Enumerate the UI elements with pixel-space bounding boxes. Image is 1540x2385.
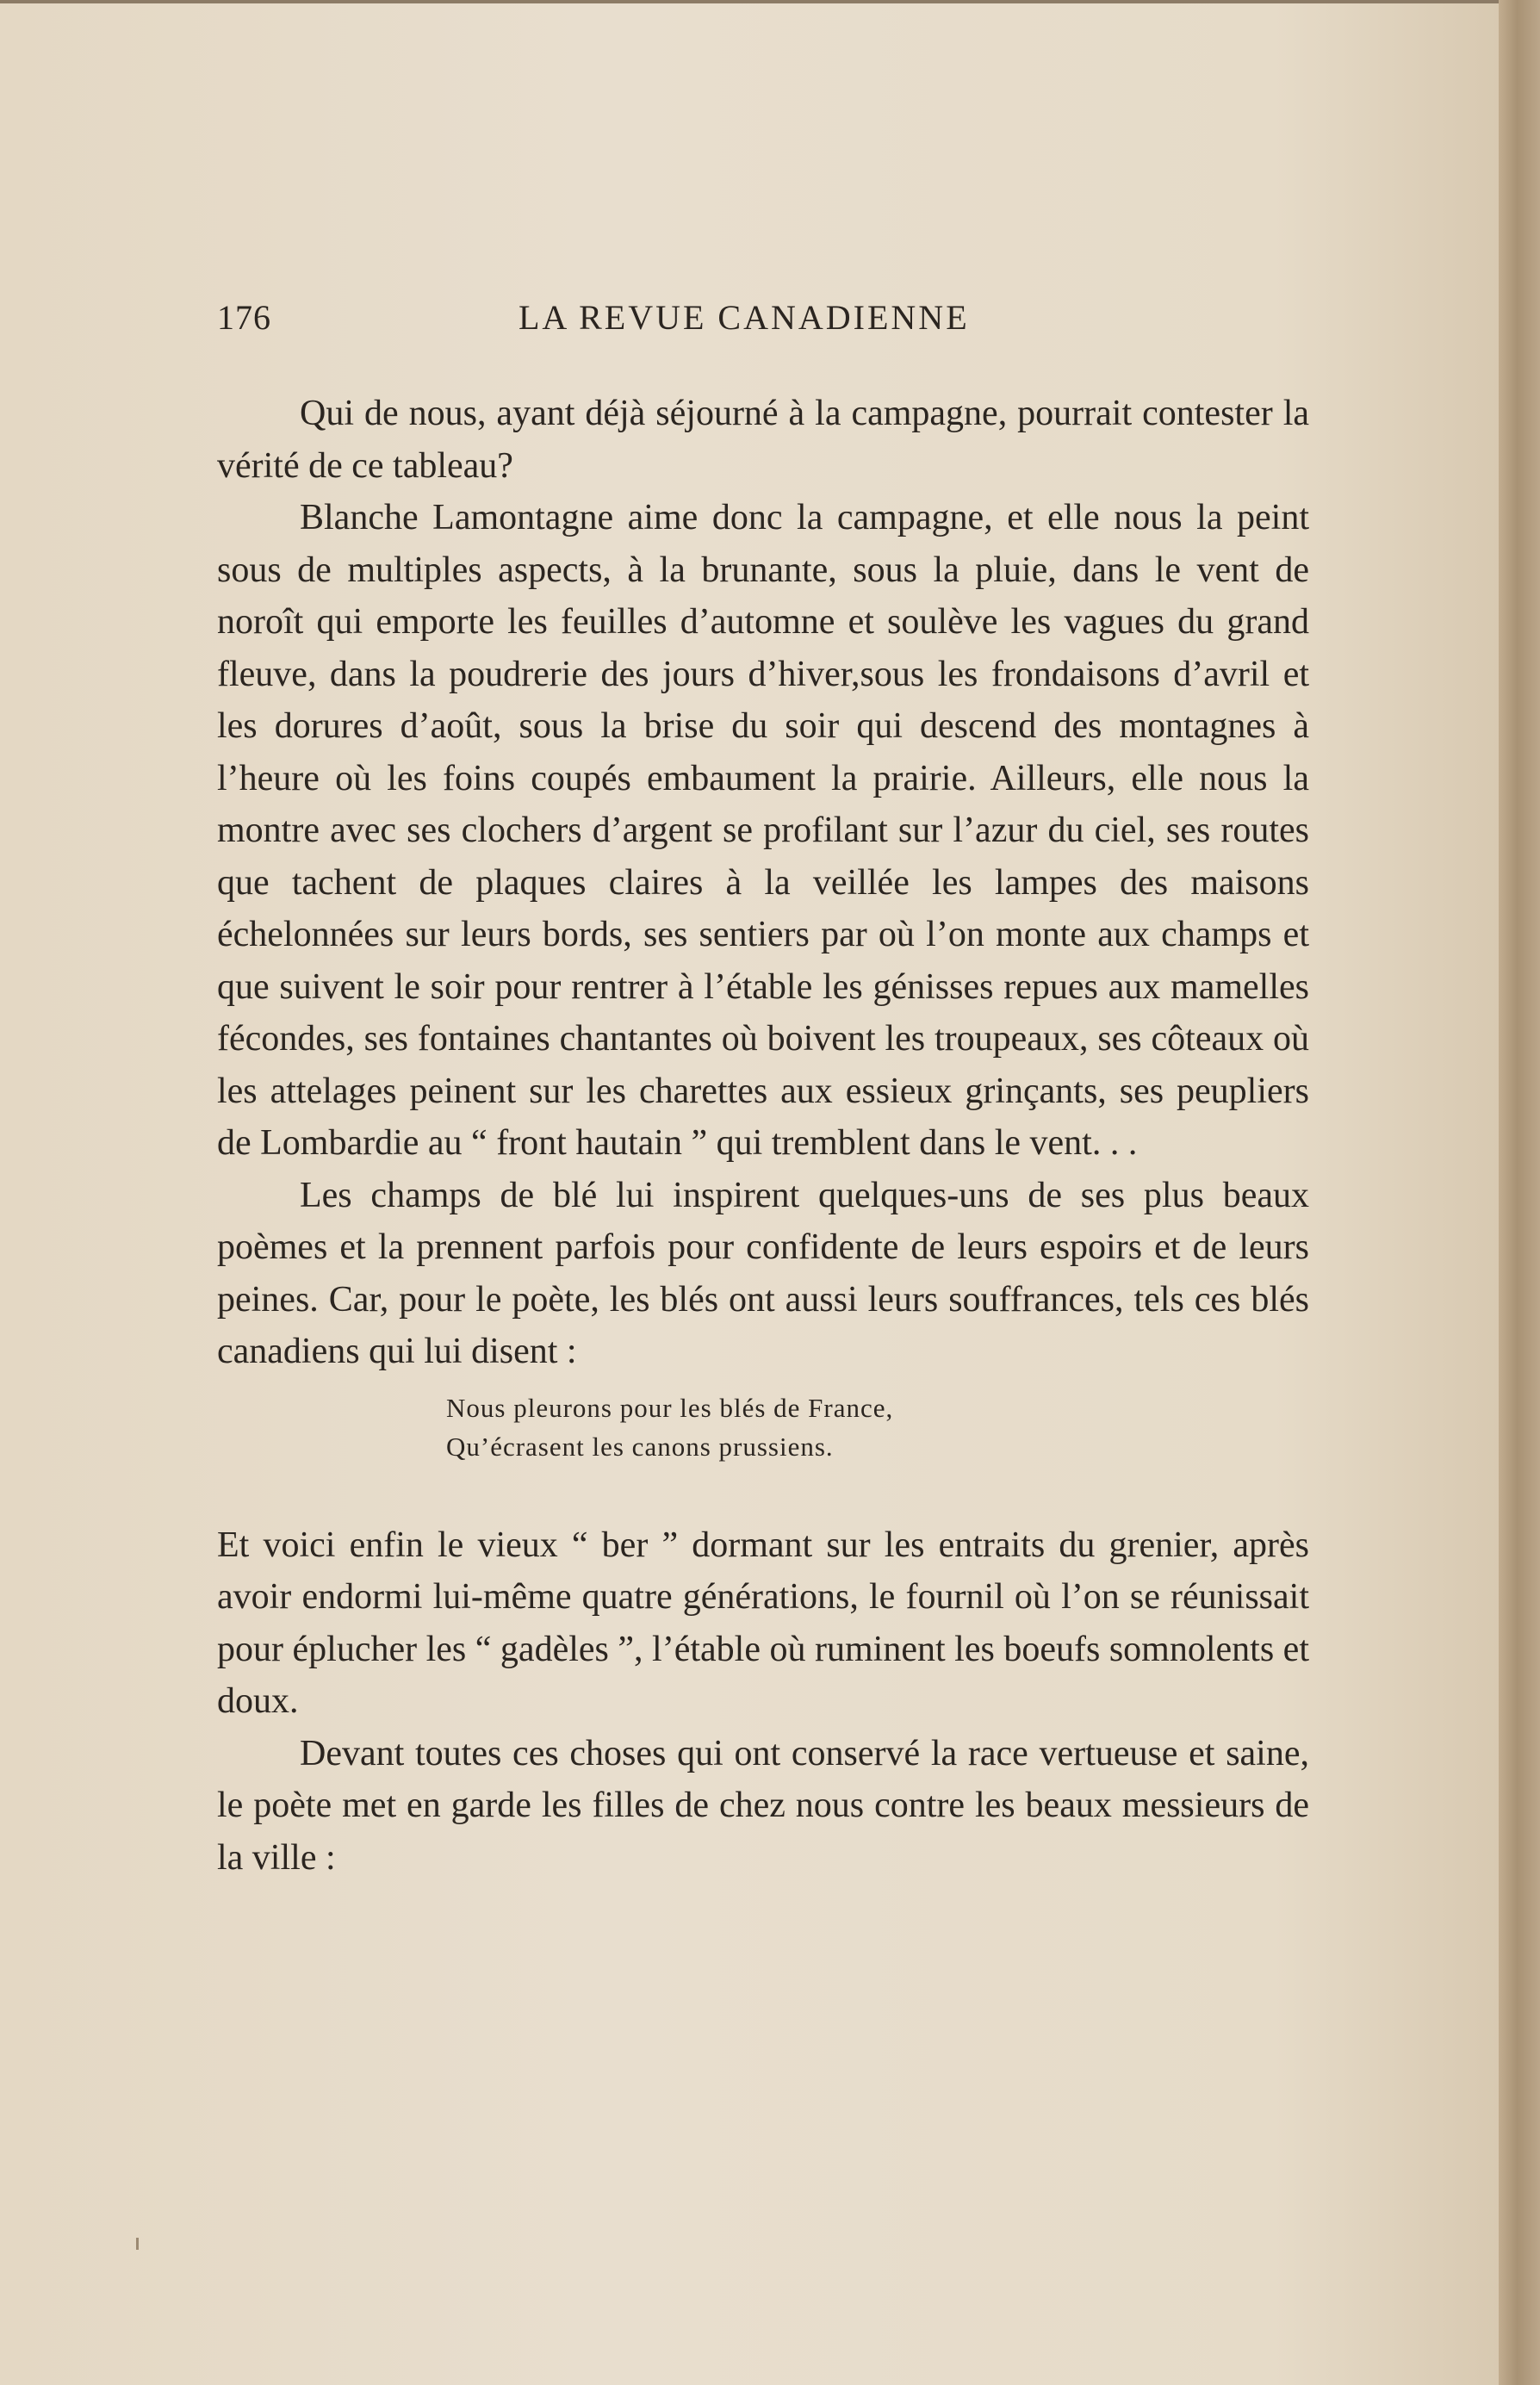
- running-head: LA REVUE CANADIENNE: [519, 298, 970, 337]
- paper-speck: [136, 2238, 139, 2250]
- page-header: [217, 297, 1009, 340]
- page-number: 176: [217, 298, 271, 337]
- verse-line-1: Nous pleurons pour les blés de France,: [446, 1392, 894, 1423]
- paragraph-4: Et voici enfin le vieux “ ber ” dormant sur les entraits du grenier, après avoir endormi lui-même quatre générations, le fournil où l’on se réunissait pour éplucher les “ gadèles ”, l’étable où ruminent les boeufs somnolents et doux.: [217, 1525, 1309, 1721]
- paragraph-1: Qui de nous, ayant déjà séjourné à la campagne, pourrait contester la vérité de ce tableau?: [217, 394, 1309, 486]
- body-text: [217, 388, 1309, 1884]
- page-edge: [1499, 0, 1540, 2385]
- paragraph-5: Devant toutes ces choses qui ont conservé la race vertueuse et saine, le poète met en garde les filles de chez nous contre les beaux messieurs de la ville :: [217, 1733, 1309, 1878]
- paragraph-3: Les champs de blé lui inspirent quelques-uns de ses plus beaux poèmes et la prennent parfois pour confidente de leurs espoirs et de leurs peines. Car, pour le poète, les blés ont aussi leurs souffrances, tels ces blés canadiens qui lui disent :: [217, 1175, 1309, 1371]
- paragraph-2: Blanche Lamontagne aime donc la campagne, et elle nous la peint sous de multiples aspects, à la brunante, sous la pluie, dans le vent de noroît qui emporte les feuilles d’automne et soulève les vagues du grand fleuve, dans la poudrerie des jours d’hiver,sous les frondaisons d’avril et les dorures d’août, sous la brise du soir qui descend des montagnes à l’heure où les foins coupés embaument la prairie. Ailleurs, elle nous la montre avec ses clochers d’argent se profilant sur l’azur du ciel, ses routes que tachent de plaques claires à la veillée les lampes des maisons échelonnées sur leurs bords, ses sentiers par où l’on monte aux champs et que suivent le soir pour rentrer à l’étable les génisses repues aux mamelles fécondes, ses fontaines chantantes où boivent les troupeaux, ses côteaux où les attelages peinent sur les charettes aux essieux grinçants, ses peupliers de Lombardie au “ front hautain ” qui tremblent dans le vent. . .: [217, 498, 1309, 1163]
- verse-line-2: Qu’écrasent les canons prussiens.: [446, 1431, 834, 1462]
- verse-quote: [446, 1388, 1309, 1466]
- top-rule: [0, 0, 1499, 3]
